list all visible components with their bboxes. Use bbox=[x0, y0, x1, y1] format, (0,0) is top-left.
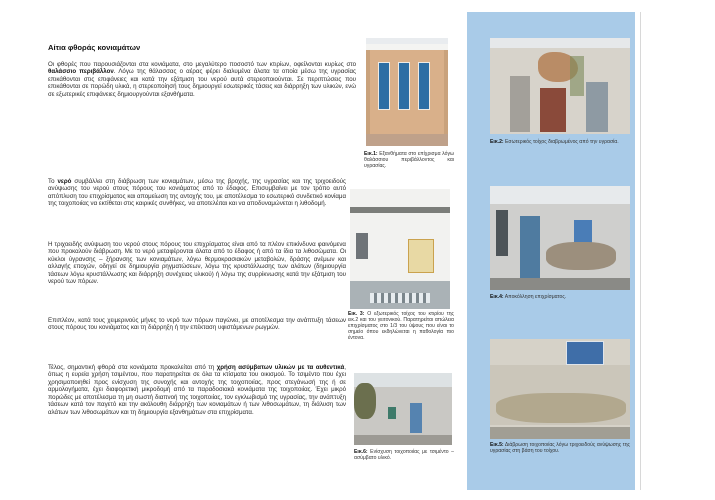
page-edge-divider bbox=[640, 12, 641, 490]
photo-6-cement-reinforcement bbox=[354, 373, 452, 445]
bold-term: νερό bbox=[57, 178, 72, 185]
caption-photo-3: Εικ. 3: Ο εξωτερικός τοίχος του κτιρίου της εικ.2 και του γειτονικού. Παρατηρείται απώλεια επιχρίσματος στο 1/3 του ύψους που είναι το σημείο όπου εκδηλώνεται η παθολογία πιο έντονα. bbox=[348, 311, 454, 342]
photo-1-facade-efflorescence bbox=[366, 38, 448, 146]
photo-4-plaster-detachment bbox=[490, 186, 630, 290]
paragraph-incompatible-materials: Τέλος, σημαντική φθορά στα κονιάματα προκαλείται από τη χρήση ασύμβατων υλικών με τα αυθεντικά, όπως η ευρεία χρήση τσιμέντου, που παρατηρείται σε όλα τα κτίσματα του οικισμού. Το τσιμέντο που έχει χρησιμοποιηθεί προς ενίσχυση της συνοχής και αντοχής της τοιχοποιίας, προς στεγάνωσή της ή σε αρμολογήματα, έχει διαφορετική μικροδομή από τα παραδοσιακά κονιάματα της τοιχοποιίας. Έχει μικρό πορώδες με αποτέλεσμα τη μη σωστή διαπνοή της τοιχοποιίας, τον εγκλωβισμό της υγρασίας, την ανάπτυξη τάσεων κατά τον παγετό και την ακόλουθη διάρρηξη των κονιαμάτων ή των λιθοσωμάτων, τη διάλυση των αλάτων των λιθοσωμάτων και τη δημιουργία εξανθημάτων στα επιχρίσματα. bbox=[48, 364, 346, 416]
paragraph-water: Το νερό συμβάλλει στη διάβρωση των κονιαμάτων, μέσω της βροχής, της υγρασίας και της τριχοειδούς ανύψωσης του νερού στους πόρους του κονιάματος από το έδαφος. Επισυμβαίνει με τον τρόπο αυτό απόπλυση του επιχρίσματος και απομείωση της αντοχής του, με αποτέλεσμα το εσωτερικό συνδετικό κονίαμα της τοιχοποιίας να εκτίθεται στις καιρικές συνθήκες, να αποτελέιται και να αποδυναμώνεται η λιθοδομή. bbox=[48, 178, 346, 208]
paragraph-capillary-rise: Η τριχοειδής ανύψωση του νερού στους πόρους του επιχρίσματος είναι από τα πλέον επικίνδυνα φαινόμενα που προκαλούν διάβρωση. Με το νερό μεταφέρονται άλατα από το έδαφος ή από τα ίδια τα λιθοσώματα. Οι κύκλοι ύγρανσης – ξήρανσης των κονιαμάτων, λόγω θερμοκρασιακών μεταβολών, δράσης ανέμων και αλλαγής εποχών, οδηγεί σε δημιουργία ρηγματώσεων, λόγω της κρυστάλλωσης των αλάτων (δημιουργία τάσεων λόγω κρυστάλλωσης και διάρρηξη συνέχειας υλικού) ή λόγω της συρρίκνωσης κατά την εξάτμιση του νερού των πόρων. bbox=[48, 241, 346, 286]
section-heading: Αίτια φθοράς κονιαμάτων bbox=[48, 43, 141, 52]
paragraph-marine-environment: Οι φθορές που παρουσιάζονται στα κονιάματα, στο μεγαλύτερο ποσοστό των κτιρίων, οφείλονται κυρίως στο θαλάσσιο περιβάλλον. Λόγω της θάλασσας ο αέρας φέρει διαλυμένα άλατα τα οποία μέσω της υγρασίας επικάθονται στις επιφάνειες και κατά την εξάτμιση του νερού αυτά στερεοποιούνται. Σε περιπτώσεις που επικάθονται σε πορώδη υλικά, η στερεοποίησή τους δημιουργεί εσωτερικές τάσεις και διάρρηξη των υλικών, ενώ σε εξωτερικές επιφάνειες δημιουργούνται εξανθήματα. bbox=[48, 61, 356, 98]
caption-photo-4: Εικ.4: Αποκόλληση επιχρίσματος. bbox=[490, 294, 567, 300]
photo-5-rising-damp-base bbox=[490, 339, 630, 439]
bold-term: θαλάσσιο περιβάλλον bbox=[48, 68, 114, 76]
photo-2-interior-wall-damp bbox=[490, 38, 630, 134]
paragraph-frost: Επιπλέον, κατά τους χειμερινούς μήνες το νερό των πόρων παγώνει, με αποτέλεσμα την ανάπτυξη τάσεων στους πόρους του κονιάματος και τη διάρρηξη ή την επέκταση υφιστάμενων ρωγμών. bbox=[48, 317, 346, 332]
caption-photo-6: Εικ.6: Ενίσχυση τοιχοποιίας με τσιμέντο – ασύμβατο υλικό. bbox=[354, 449, 454, 462]
bold-term: χρήση ασύμβατων υλικών με τα αυθεντικά bbox=[216, 364, 345, 371]
caption-photo-2: Εικ.2: Εσωτερικός τοίχος διαβρωμένος από την υγρασία. bbox=[490, 139, 619, 145]
caption-photo-5: Εικ.5: Διάβρωση τοιχοποιίας λόγω τριχοειδούς ανύψωσης της υγρασίας στη βάση του τοίχου. bbox=[490, 442, 630, 455]
caption-photo-1: Εικ.1: Εξανθήματα στο επίχρισμα λόγω θαλάσσιου περιβάλλοντος και υγρασίας. bbox=[364, 151, 454, 170]
photo-3-exterior-wall-plaster-loss bbox=[350, 189, 450, 309]
